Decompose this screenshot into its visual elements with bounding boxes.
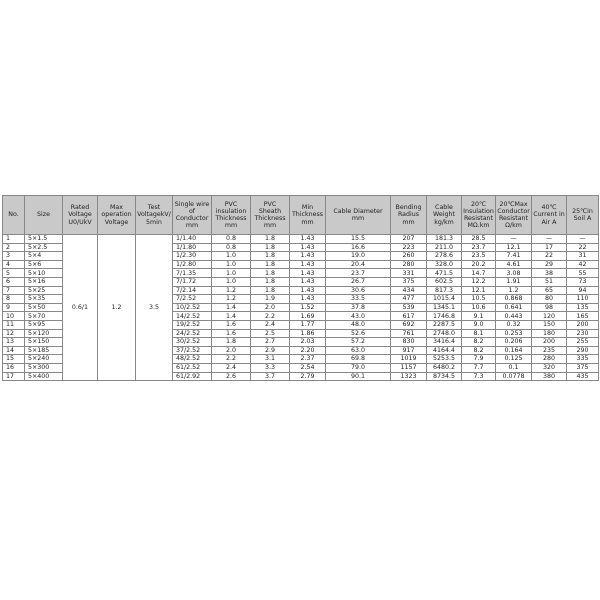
current-air-cell: 51 — [532, 277, 567, 286]
min-thickness-cell: 1.43 — [290, 295, 326, 304]
insulation-thickness-cell: 1.4 — [212, 303, 251, 312]
min-thickness-cell: 1.43 — [290, 252, 326, 261]
cable-weight-cell: 1015.4 — [427, 295, 462, 304]
conductor-cell: 61/2.92 — [173, 372, 212, 381]
bending-radius-cell: 692 — [391, 320, 427, 329]
current-air-cell: 22 — [532, 252, 567, 261]
conductor-resistance-cell: 0.164 — [496, 346, 532, 355]
current-air-cell: — — [532, 235, 567, 244]
current-soil-cell: — — [567, 235, 599, 244]
conductor-resistance-cell: 0.32 — [496, 320, 532, 329]
conductor-resistance-cell: 0.253 — [496, 329, 532, 338]
conductor-cell: 1/2.80 — [173, 260, 212, 269]
current-soil-cell: 255 — [567, 338, 599, 347]
bending-radius-cell: 280 — [391, 260, 427, 269]
column-header: 20℃Max Conductor Resistant Ω/km — [496, 196, 532, 235]
current-soil-cell: 55 — [567, 269, 599, 278]
conductor-resistance-cell: 3.08 — [496, 269, 532, 278]
column-header: Min Thickness mm — [290, 196, 326, 235]
conductor-cell: 19/2.52 — [173, 320, 212, 329]
row-number-cell: 14 — [3, 346, 25, 355]
conductor-resistance-cell: 0.0778 — [496, 372, 532, 381]
cable-diameter-cell: 63.0 — [326, 346, 391, 355]
size-cell: 5×16 — [25, 277, 63, 286]
cable-diameter-cell: 33.5 — [326, 295, 391, 304]
insulation-resistance-cell: 7.3 — [462, 372, 496, 381]
insulation-resistance-cell: 12.1 — [462, 286, 496, 295]
column-header: 25℃in Soil A — [567, 196, 599, 235]
min-thickness-cell: 2.79 — [290, 372, 326, 381]
row-number-cell: 10 — [3, 312, 25, 321]
cable-diameter-cell: 26.7 — [326, 277, 391, 286]
cable-weight-cell: 6480.2 — [427, 363, 462, 372]
insulation-resistance-cell: 8.2 — [462, 346, 496, 355]
min-thickness-cell: 2.54 — [290, 363, 326, 372]
min-thickness-cell: 2.20 — [290, 346, 326, 355]
sheath-thickness-cell: 2.9 — [251, 346, 290, 355]
min-thickness-cell: 1.69 — [290, 312, 326, 321]
sheath-thickness-cell: 2.0 — [251, 303, 290, 312]
cable-weight-cell: 328.0 — [427, 260, 462, 269]
row-number-cell: 17 — [3, 372, 25, 381]
min-thickness-cell: 1.52 — [290, 303, 326, 312]
size-cell: 5×35 — [25, 295, 63, 304]
size-cell: 5×1.5 — [25, 235, 63, 244]
cable-spec-table — [2, 195, 599, 381]
insulation-thickness-cell: 2.6 — [212, 372, 251, 381]
insulation-resistance-cell: 8.1 — [462, 329, 496, 338]
current-air-cell: 65 — [532, 286, 567, 295]
cable-diameter-cell: 23.7 — [326, 269, 391, 278]
current-soil-cell: 335 — [567, 355, 599, 364]
current-soil-cell: 135 — [567, 303, 599, 312]
cable-diameter-cell: 16.6 — [326, 243, 391, 252]
size-cell: 5×4 — [25, 252, 63, 261]
size-cell: 5×2.5 — [25, 243, 63, 252]
insulation-resistance-cell: 7.9 — [462, 355, 496, 364]
current-soil-cell: 110 — [567, 295, 599, 304]
max-operation-voltage-cell: 1.2 — [98, 235, 136, 381]
size-cell: 5×240 — [25, 355, 63, 364]
min-thickness-cell: 1.43 — [290, 235, 326, 244]
row-number-cell: 2 — [3, 243, 25, 252]
bending-radius-cell: 1019 — [391, 355, 427, 364]
insulation-resistance-cell: 14.7 — [462, 269, 496, 278]
insulation-resistance-cell: 8.2 — [462, 338, 496, 347]
insulation-resistance-cell: 20.2 — [462, 260, 496, 269]
insulation-resistance-cell: 12.2 — [462, 277, 496, 286]
cable-weight-cell: 4164.4 — [427, 346, 462, 355]
conductor-cell: 7/2.52 — [173, 295, 212, 304]
cable-weight-cell: 278.6 — [427, 252, 462, 261]
current-soil-cell: 42 — [567, 260, 599, 269]
size-cell: 5×6 — [25, 260, 63, 269]
sheath-thickness-cell: 1.8 — [251, 243, 290, 252]
sheath-thickness-cell: 1.8 — [251, 277, 290, 286]
insulation-thickness-cell: 1.0 — [212, 269, 251, 278]
cable-weight-cell: 2287.5 — [427, 320, 462, 329]
current-air-cell: 280 — [532, 355, 567, 364]
current-air-cell: 180 — [532, 329, 567, 338]
min-thickness-cell: 2.37 — [290, 355, 326, 364]
column-header: Max operation Voltage — [98, 196, 136, 235]
insulation-thickness-cell: 1.0 — [212, 277, 251, 286]
min-thickness-cell: 1.43 — [290, 243, 326, 252]
insulation-resistance-cell: 9.0 — [462, 320, 496, 329]
column-header: Cable Weight kg/km — [427, 196, 462, 235]
conductor-cell: 1/2.30 — [173, 252, 212, 261]
conductor-cell: 7/2.14 — [173, 286, 212, 295]
cable-weight-cell: 3416.4 — [427, 338, 462, 347]
cable-weight-cell: 817.3 — [427, 286, 462, 295]
insulation-resistance-cell: 10.5 — [462, 295, 496, 304]
conductor-cell: 1/1.80 — [173, 243, 212, 252]
column-header: 40℃ Current in Air A — [532, 196, 567, 235]
conductor-cell: 1/1.40 — [173, 235, 212, 244]
sheath-thickness-cell: 2.4 — [251, 320, 290, 329]
row-number-cell: 12 — [3, 329, 25, 338]
conductor-resistance-cell: 4.61 — [496, 260, 532, 269]
bending-radius-cell: 434 — [391, 286, 427, 295]
cable-weight-cell: 2748.0 — [427, 329, 462, 338]
sheath-thickness-cell: 1.8 — [251, 260, 290, 269]
cable-weight-cell: 602.5 — [427, 277, 462, 286]
sheath-thickness-cell: 2.7 — [251, 338, 290, 347]
size-cell: 5×10 — [25, 269, 63, 278]
conductor-cell: 10/2.52 — [173, 303, 212, 312]
size-cell: 5×300 — [25, 363, 63, 372]
conductor-cell: 37/2.52 — [173, 346, 212, 355]
size-cell: 5×185 — [25, 346, 63, 355]
current-soil-cell: 200 — [567, 320, 599, 329]
cable-weight-cell: 211.0 — [427, 243, 462, 252]
min-thickness-cell: 1.86 — [290, 329, 326, 338]
cable-diameter-cell: 79.0 — [326, 363, 391, 372]
column-header: PVC Sheath Thickness mm — [251, 196, 290, 235]
insulation-thickness-cell: 0.8 — [212, 243, 251, 252]
insulation-thickness-cell: 0.8 — [212, 235, 251, 244]
row-number-cell: 4 — [3, 260, 25, 269]
current-air-cell: 150 — [532, 320, 567, 329]
conductor-resistance-cell: 0.641 — [496, 303, 532, 312]
sheath-thickness-cell: 3.7 — [251, 372, 290, 381]
bending-radius-cell: 830 — [391, 338, 427, 347]
size-cell: 5×50 — [25, 303, 63, 312]
sheath-thickness-cell: 2.2 — [251, 312, 290, 321]
min-thickness-cell: 1.43 — [290, 260, 326, 269]
column-header: Test VoltagekV/ 5min — [136, 196, 173, 235]
conductor-resistance-cell: 0.1 — [496, 363, 532, 372]
conductor-resistance-cell: 0.206 — [496, 338, 532, 347]
current-air-cell: 98 — [532, 303, 567, 312]
column-header: Bending Radius mm — [391, 196, 427, 235]
insulation-thickness-cell: 1.0 — [212, 252, 251, 261]
insulation-thickness-cell: 1.4 — [212, 312, 251, 321]
cable-diameter-cell: 69.8 — [326, 355, 391, 364]
rated-voltage-cell: 0.6/1 — [63, 235, 98, 381]
size-cell: 5×120 — [25, 329, 63, 338]
cable-weight-cell: 8734.5 — [427, 372, 462, 381]
cable-diameter-cell: 52.6 — [326, 329, 391, 338]
bending-radius-cell: 260 — [391, 252, 427, 261]
insulation-thickness-cell: 2.4 — [212, 363, 251, 372]
conductor-resistance-cell: 0.125 — [496, 355, 532, 364]
current-air-cell: 80 — [532, 295, 567, 304]
row-number-cell: 15 — [3, 355, 25, 364]
cable-diameter-cell: 19.0 — [326, 252, 391, 261]
cable-diameter-cell: 48.0 — [326, 320, 391, 329]
row-number-cell: 8 — [3, 295, 25, 304]
sheath-thickness-cell: 1.8 — [251, 235, 290, 244]
conductor-cell: 7/1.72 — [173, 277, 212, 286]
size-cell: 5×150 — [25, 338, 63, 347]
conductor-resistance-cell: — — [496, 235, 532, 244]
current-air-cell: 380 — [532, 372, 567, 381]
insulation-resistance-cell: 10.6 — [462, 303, 496, 312]
conductor-resistance-cell: 1.91 — [496, 277, 532, 286]
bending-radius-cell: 223 — [391, 243, 427, 252]
sheath-thickness-cell: 1.8 — [251, 269, 290, 278]
bending-radius-cell: 917 — [391, 346, 427, 355]
column-header: PVC insulation Thickness mm — [212, 196, 251, 235]
row-number-cell: 16 — [3, 363, 25, 372]
insulation-resistance-cell: 23.7 — [462, 243, 496, 252]
current-air-cell: 17 — [532, 243, 567, 252]
min-thickness-cell: 1.77 — [290, 320, 326, 329]
conductor-resistance-cell: 0.868 — [496, 295, 532, 304]
current-soil-cell: 375 — [567, 363, 599, 372]
insulation-resistance-cell: 7.7 — [462, 363, 496, 372]
column-header: Cable Diameter mm — [326, 196, 391, 235]
bending-radius-cell: 207 — [391, 235, 427, 244]
current-soil-cell: 435 — [567, 372, 599, 381]
insulation-thickness-cell: 1.2 — [212, 286, 251, 295]
sheath-thickness-cell: 1.8 — [251, 286, 290, 295]
conductor-resistance-cell: 0.443 — [496, 312, 532, 321]
bending-radius-cell: 539 — [391, 303, 427, 312]
size-cell: 5×70 — [25, 312, 63, 321]
conductor-resistance-cell: 1.2 — [496, 286, 532, 295]
sheath-thickness-cell: 1.8 — [251, 252, 290, 261]
column-header: Single wire of Conductor mm — [173, 196, 212, 235]
table-header-row — [3, 196, 599, 235]
conductor-resistance-cell: 7.41 — [496, 252, 532, 261]
cable-weight-cell: 471.5 — [427, 269, 462, 278]
conductor-cell: 48/2.52 — [173, 355, 212, 364]
current-soil-cell: 165 — [567, 312, 599, 321]
min-thickness-cell: 2.03 — [290, 338, 326, 347]
cable-diameter-cell: 43.0 — [326, 312, 391, 321]
column-header: 20℃ Insulation Resistant MΩ.km — [462, 196, 496, 235]
cable-weight-cell: 1746.8 — [427, 312, 462, 321]
bending-radius-cell: 761 — [391, 329, 427, 338]
column-header: Size — [25, 196, 63, 235]
sheath-thickness-cell: 3.1 — [251, 355, 290, 364]
cable-diameter-cell: 37.8 — [326, 303, 391, 312]
current-air-cell: 320 — [532, 363, 567, 372]
min-thickness-cell: 1.43 — [290, 269, 326, 278]
size-cell: 5×95 — [25, 320, 63, 329]
cable-diameter-cell: 15.5 — [326, 235, 391, 244]
min-thickness-cell: 1.43 — [290, 286, 326, 295]
row-number-cell: 11 — [3, 320, 25, 329]
column-header: No. — [3, 196, 25, 235]
sheath-thickness-cell: 2.5 — [251, 329, 290, 338]
cable-spec-table-container — [2, 195, 598, 381]
sheath-thickness-cell: 1.9 — [251, 295, 290, 304]
cable-weight-cell: 1345.1 — [427, 303, 462, 312]
bending-radius-cell: 617 — [391, 312, 427, 321]
cable-diameter-cell: 90.1 — [326, 372, 391, 381]
insulation-thickness-cell: 1.2 — [212, 295, 251, 304]
current-soil-cell: 94 — [567, 286, 599, 295]
insulation-resistance-cell: 28.5 — [462, 235, 496, 244]
row-number-cell: 1 — [3, 235, 25, 244]
current-air-cell: 235 — [532, 346, 567, 355]
cable-weight-cell: 5253.5 — [427, 355, 462, 364]
row-number-cell: 5 — [3, 269, 25, 278]
insulation-resistance-cell: 23.5 — [462, 252, 496, 261]
size-cell: 5×25 — [25, 286, 63, 295]
bending-radius-cell: 375 — [391, 277, 427, 286]
insulation-thickness-cell: 2.2 — [212, 355, 251, 364]
insulation-thickness-cell: 1.6 — [212, 320, 251, 329]
current-soil-cell: 22 — [567, 243, 599, 252]
bending-radius-cell: 1157 — [391, 363, 427, 372]
row-number-cell: 7 — [3, 286, 25, 295]
cable-diameter-cell: 20.4 — [326, 260, 391, 269]
current-air-cell: 200 — [532, 338, 567, 347]
current-air-cell: 120 — [532, 312, 567, 321]
conductor-cell: 7/1.35 — [173, 269, 212, 278]
min-thickness-cell: 1.43 — [290, 277, 326, 286]
current-soil-cell: 31 — [567, 252, 599, 261]
conductor-cell: 30/2.52 — [173, 338, 212, 347]
insulation-resistance-cell: 9.1 — [462, 312, 496, 321]
conductor-cell: 24/2.52 — [173, 329, 212, 338]
cable-diameter-cell: 30.6 — [326, 286, 391, 295]
conductor-resistance-cell: 12.1 — [496, 243, 532, 252]
size-cell: 5×400 — [25, 372, 63, 381]
conductor-cell: 61/2.52 — [173, 363, 212, 372]
table-body — [3, 235, 599, 381]
bending-radius-cell: 1323 — [391, 372, 427, 381]
column-header: Rated Voltage U0/UkV — [63, 196, 98, 235]
row-number-cell: 3 — [3, 252, 25, 261]
row-number-cell: 13 — [3, 338, 25, 347]
cable-weight-cell: 181.3 — [427, 235, 462, 244]
conductor-cell: 14/2.52 — [173, 312, 212, 321]
insulation-thickness-cell: 1.0 — [212, 260, 251, 269]
row-number-cell: 9 — [3, 303, 25, 312]
bending-radius-cell: 331 — [391, 269, 427, 278]
test-voltage-cell: 3.5 — [136, 235, 173, 381]
current-soil-cell: 290 — [567, 346, 599, 355]
current-air-cell: 29 — [532, 260, 567, 269]
insulation-thickness-cell: 1.6 — [212, 329, 251, 338]
current-air-cell: 38 — [532, 269, 567, 278]
cable-diameter-cell: 57.2 — [326, 338, 391, 347]
insulation-thickness-cell: 1.8 — [212, 338, 251, 347]
bending-radius-cell: 477 — [391, 295, 427, 304]
current-soil-cell: 230 — [567, 329, 599, 338]
current-soil-cell: 73 — [567, 277, 599, 286]
row-number-cell: 6 — [3, 277, 25, 286]
sheath-thickness-cell: 3.3 — [251, 363, 290, 372]
table-row — [3, 235, 599, 244]
insulation-thickness-cell: 2.0 — [212, 346, 251, 355]
